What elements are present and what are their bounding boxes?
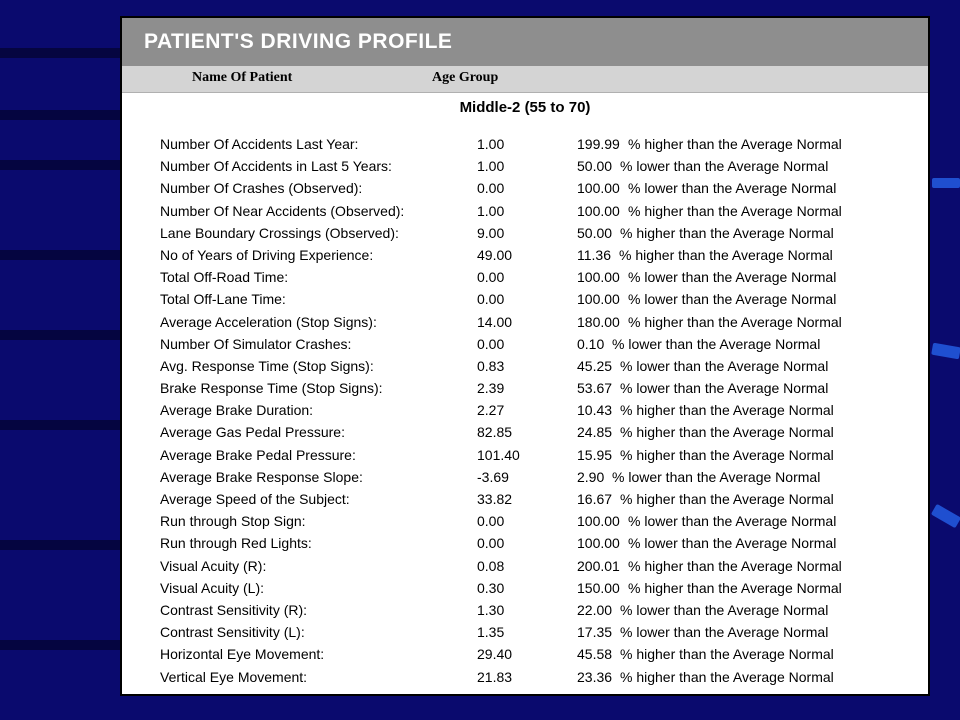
metric-label: Average Brake Pedal Pressure:: [160, 446, 356, 463]
metric-value: 9.00: [477, 224, 505, 241]
metric-row: [122, 180, 928, 202]
metric-comparison: % higher than the Average Normal: [620, 446, 834, 463]
metric-label: No of Years of Driving Experience:: [160, 246, 374, 263]
metric-label: Avg. Response Time (Stop Signs):: [160, 357, 374, 374]
metric-percent: 11.36: [577, 246, 611, 263]
metric-row: [122, 447, 928, 469]
metric-row: [122, 624, 928, 646]
metric-percent: 50.00: [577, 224, 613, 241]
metric-value: 33.82: [477, 491, 513, 507]
metric-label: Run through Stop Sign:: [160, 513, 306, 530]
metric-value: 1.00: [477, 202, 505, 219]
metric-value: 0.00: [477, 335, 505, 352]
metric-comparison: % higher than the Average Normal: [628, 136, 842, 152]
metric-percent: 17.35: [577, 624, 613, 641]
metric-percent: 100.00: [577, 535, 620, 552]
metric-row: [122, 580, 928, 602]
metric-row: [122, 380, 928, 402]
metric-value: 0.00: [477, 513, 505, 530]
background-stripe: [0, 110, 120, 120]
metric-label: Average Speed of the Subject:: [160, 491, 350, 507]
metric-label: Number Of Crashes (Observed):: [160, 180, 363, 197]
metric-label: Brake Response Time (Stop Signs):: [160, 380, 383, 397]
page-title: PATIENT'S DRIVING PROFILE: [122, 18, 928, 66]
metric-comparison: % lower than the Average Normal: [628, 513, 837, 530]
metric-label: Average Gas Pedal Pressure:: [160, 424, 345, 441]
metric-value: 49.00: [477, 246, 513, 263]
metric-comparison: % higher than the Average Normal: [620, 424, 834, 441]
background-stripe: [0, 330, 120, 340]
metric-label: Lane Boundary Crossings (Observed):: [160, 224, 399, 241]
metric-comparison: % higher than the Average Normal: [619, 246, 833, 263]
metric-percent: 50.00: [577, 158, 613, 175]
metric-value: 0.00: [477, 269, 505, 286]
metric-label: Number Of Accidents Last Year:: [160, 136, 359, 152]
metric-value: 21.83: [477, 668, 513, 685]
metric-row: [122, 402, 928, 424]
metric-value: 1.30: [477, 601, 505, 618]
metric-percent: 16.67: [577, 491, 613, 507]
metric-row: [122, 314, 928, 336]
metric-comparison: % lower than the Average Normal: [620, 624, 829, 641]
background-stripe: [0, 420, 120, 430]
metric-row: [122, 358, 928, 380]
metric-value: 0.00: [477, 291, 505, 308]
metric-comparison: % higher than the Average Normal: [628, 557, 842, 574]
metric-percent: 45.25: [577, 357, 613, 374]
metric-comparison: % lower than the Average Normal: [628, 269, 837, 286]
metric-label: Contrast Sensitivity (R):: [160, 601, 308, 618]
metric-label: Run through Red Lights:: [160, 535, 312, 552]
metric-label: Contrast Sensitivity (L):: [160, 624, 305, 641]
metric-comparison: % higher than the Average Normal: [628, 579, 842, 596]
metric-percent: 180.00: [577, 313, 620, 330]
background-accent: [931, 343, 960, 360]
metric-comparison: % lower than the Average Normal: [620, 158, 829, 175]
metric-value: 14.00: [477, 313, 513, 330]
metric-row: [122, 513, 928, 535]
metric-row: [122, 291, 928, 313]
metric-label: Average Brake Duration:: [160, 402, 314, 419]
background-stripe: [0, 640, 120, 650]
metric-label: Visual Acuity (R):: [160, 557, 267, 574]
metric-comparison: % lower than the Average Normal: [620, 357, 829, 374]
background-stripe: [0, 540, 120, 550]
metric-row: [122, 203, 928, 225]
metric-percent: 100.00: [577, 180, 620, 197]
background-accent: [932, 178, 960, 188]
background-stripe: [0, 250, 120, 260]
metric-row: [122, 558, 928, 580]
metric-comparison: % higher than the Average Normal: [628, 313, 842, 330]
metric-comparison: % higher than the Average Normal: [628, 202, 842, 219]
metric-percent: 22.00: [577, 601, 613, 618]
metric-comparison: % higher than the Average Normal: [620, 646, 834, 663]
metric-value: 29.40: [477, 646, 513, 663]
metric-comparison: % higher than the Average Normal: [620, 491, 834, 507]
metric-percent: 200.01: [577, 557, 620, 574]
driving-profile-panel: [120, 16, 930, 696]
metric-value: 0.00: [477, 180, 505, 197]
metric-percent: 199.99: [577, 136, 620, 152]
metric-comparison: % lower than the Average Normal: [628, 291, 837, 308]
metric-comparison: % higher than the Average Normal: [620, 224, 834, 241]
metric-label: Visual Acuity (L):: [160, 579, 265, 596]
metric-value: 0.30: [477, 579, 505, 596]
metric-percent: 0.10: [577, 335, 605, 352]
metric-percent: 100.00: [577, 269, 620, 286]
metric-percent: 2.90: [577, 468, 605, 485]
metric-label: Number Of Simulator Crashes:: [160, 335, 352, 352]
metric-percent: 23.36: [577, 668, 613, 685]
metric-value: 0.08: [477, 557, 505, 574]
metric-percent: 100.00: [577, 291, 620, 308]
metric-value: 101.40: [477, 446, 520, 463]
metric-row: [122, 336, 928, 358]
metric-label: Total Off-Road Time:: [160, 269, 289, 286]
metric-label: Number Of Near Accidents (Observed):: [160, 202, 405, 219]
metric-row: [122, 247, 928, 269]
metric-comparison: % lower than the Average Normal: [628, 535, 837, 552]
metric-row: [122, 646, 928, 668]
metric-percent: 100.00: [577, 202, 620, 219]
metric-value: 1.00: [477, 136, 505, 152]
metric-value: 2.39: [477, 380, 505, 397]
metric-comparison: % lower than the Average Normal: [620, 380, 829, 397]
metric-value: 1.00: [477, 158, 505, 175]
background-stripe: [0, 48, 120, 58]
metric-percent: 53.67: [577, 380, 613, 397]
metric-percent: 45.58: [577, 646, 613, 663]
background-accent: [931, 504, 960, 528]
name-of-patient-label: Name Of Patient: [192, 70, 293, 85]
metric-label: Total Off-Lane Time:: [160, 291, 286, 308]
metric-row: [122, 136, 928, 158]
metric-label: Average Brake Response Slope:: [160, 468, 363, 485]
metric-comparison: % higher than the Average Normal: [620, 668, 834, 685]
metric-value: 1.35: [477, 624, 505, 641]
metric-row: [122, 269, 928, 291]
metric-row: [122, 158, 928, 180]
metric-label: Number Of Accidents in Last 5 Years:: [160, 158, 392, 175]
metric-percent: 10.43: [577, 402, 613, 419]
metric-value: -3.69: [477, 468, 509, 485]
age-group-label: Age Group: [432, 70, 499, 85]
metric-comparison: % lower than the Average Normal: [612, 468, 821, 485]
metric-percent: 24.85: [577, 424, 613, 441]
metric-row: [122, 469, 928, 491]
metric-comparison: % lower than the Average Normal: [620, 601, 829, 618]
metric-label: Vertical Eye Movement:: [160, 668, 308, 685]
metric-value: 0.83: [477, 357, 505, 374]
metric-value: 82.85: [477, 424, 513, 441]
metrics-list: [122, 136, 928, 691]
metric-percent: 150.00: [577, 579, 620, 596]
metric-percent: 15.95: [577, 446, 613, 463]
metric-row: [122, 602, 928, 624]
metric-row: [122, 669, 928, 691]
background-stripe: [0, 160, 120, 170]
table-header: [122, 66, 928, 93]
metric-comparison: % lower than the Average Normal: [612, 335, 821, 352]
metric-percent: 100.00: [577, 513, 620, 530]
metric-row: [122, 535, 928, 557]
metric-label: Average Acceleration (Stop Signs):: [160, 313, 377, 330]
metric-value: 2.27: [477, 402, 505, 419]
metric-value: 0.00: [477, 535, 505, 552]
metric-comparison: % higher than the Average Normal: [620, 402, 834, 419]
metric-row: [122, 424, 928, 446]
metric-comparison: % lower than the Average Normal: [628, 180, 837, 197]
metric-label: Horizontal Eye Movement:: [160, 646, 325, 663]
metric-row: [122, 491, 928, 513]
age-group-value: Middle-2 (55 to 70): [459, 99, 591, 116]
metric-row: [122, 225, 928, 247]
